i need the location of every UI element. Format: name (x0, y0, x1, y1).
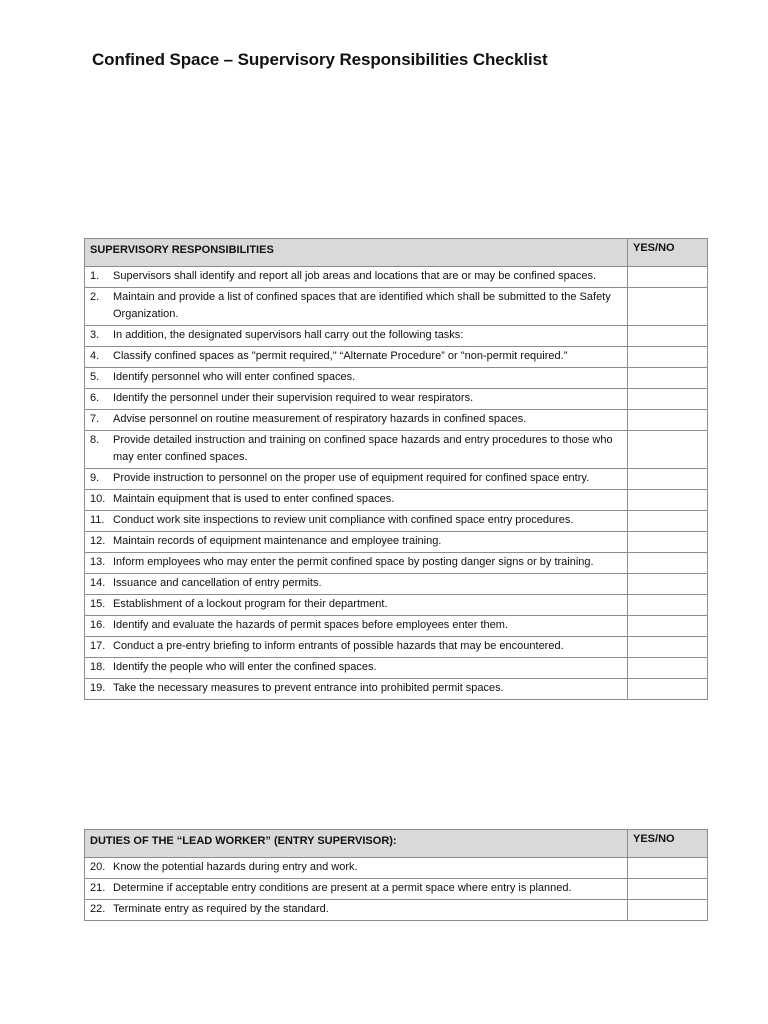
yes-no-cell[interactable] (628, 616, 708, 637)
table-row (85, 658, 708, 679)
checklist-item (90, 268, 622, 285)
yes-no-cell[interactable] (628, 368, 708, 389)
item-text: Advise personnel on routine measurement of respiratory hazards in confined spaces. (113, 413, 527, 425)
item-text: Identify and evaluate the hazards of permit spaces before employees enter them. (113, 619, 509, 631)
task-cell (85, 511, 628, 532)
checklist-body (85, 267, 708, 700)
task-cell (85, 288, 628, 326)
yes-no-cell[interactable] (628, 637, 708, 658)
table-row (85, 616, 708, 637)
checklist-item (90, 638, 622, 655)
item-text: Know the potential hazards during entry and work. (113, 861, 358, 873)
item-number: 11. (90, 514, 105, 526)
item-number: 20. (90, 861, 106, 873)
item-text: Identify the personnel under their supervision required to wear respirators. (113, 392, 474, 404)
task-cell (85, 410, 628, 431)
item-text: Provide instruction to personnel on the proper use of equipment required for confined space entry. (113, 472, 590, 484)
table-row (85, 347, 708, 368)
checklist-item (90, 390, 622, 407)
table-row (85, 532, 708, 553)
item-text: Identify personnel who will enter confined spaces. (113, 371, 356, 383)
task-cell (85, 326, 628, 347)
task-cell (85, 368, 628, 389)
yes-no-cell[interactable] (628, 288, 708, 326)
checklist-item (90, 680, 622, 697)
item-number: 5. (90, 371, 100, 383)
item-text: Supervisors shall identify and report all job areas and locations that are or may be confined spaces. (113, 270, 597, 282)
section-header: SUPERVISORY RESPONSIBILITIES (85, 239, 628, 267)
yes-no-cell[interactable] (628, 900, 708, 921)
yes-no-cell[interactable] (628, 347, 708, 368)
table-row (85, 267, 708, 288)
checklist-item (90, 491, 622, 508)
checklist-item (90, 411, 622, 428)
item-number: 19. (90, 682, 106, 694)
task-cell (85, 490, 628, 511)
yes-no-cell[interactable] (628, 679, 708, 700)
table-row (85, 326, 708, 347)
task-cell (85, 679, 628, 700)
table-row (85, 574, 708, 595)
item-number: 6. (90, 392, 100, 404)
table-row (85, 469, 708, 490)
table-row (85, 431, 708, 469)
table-row (85, 511, 708, 532)
table-row (85, 410, 708, 431)
table-row (85, 368, 708, 389)
table-row (85, 553, 708, 574)
yes-no-cell[interactable] (628, 389, 708, 410)
checklist-item (90, 901, 622, 918)
yes-no-header: YES/NO (628, 830, 708, 858)
yes-no-cell[interactable] (628, 490, 708, 511)
item-text: Establishment of a lockout program for their department. (113, 598, 388, 610)
yes-no-cell[interactable] (628, 553, 708, 574)
item-text: Conduct work site inspections to review unit compliance with confined space entry procedures. (113, 514, 574, 526)
task-cell (85, 658, 628, 679)
item-number: 10. (90, 493, 106, 505)
task-cell (85, 858, 628, 879)
item-number: 14. (90, 577, 106, 589)
task-cell (85, 553, 628, 574)
item-text: Identify the people who will enter the confined spaces. (113, 661, 377, 673)
checklist-item (90, 432, 622, 466)
checklist-item (90, 289, 622, 323)
item-number: 9. (90, 472, 100, 484)
checklist-body (85, 858, 708, 921)
table-row (85, 679, 708, 700)
yes-no-cell[interactable] (628, 511, 708, 532)
task-cell (85, 574, 628, 595)
item-text: In addition, the designated supervisors hall carry out the following tasks: (113, 329, 464, 341)
section-header: DUTIES OF THE “LEAD WORKER” (ENTRY SUPERVISOR): (85, 830, 628, 858)
item-number: 3. (90, 329, 100, 341)
item-number: 4. (90, 350, 100, 362)
task-cell (85, 616, 628, 637)
task-cell (85, 347, 628, 368)
task-cell (85, 879, 628, 900)
table-row (85, 637, 708, 658)
table-row (85, 389, 708, 410)
table-header-row (85, 239, 708, 267)
item-number: 18. (90, 661, 106, 673)
item-number: 1. (90, 270, 100, 282)
item-text: Provide detailed instruction and training on confined space hazards and entry procedures to those who may enter confined spaces. (113, 434, 613, 463)
item-number: 21. (90, 882, 106, 894)
table-header-row (85, 830, 708, 858)
item-text: Maintain records of equipment maintenance and employee training. (113, 535, 442, 547)
yes-no-cell[interactable] (628, 532, 708, 553)
checklist-item (90, 327, 622, 344)
checklist-item (90, 617, 622, 634)
table-row (85, 595, 708, 616)
checklist-item (90, 575, 622, 592)
item-text: Conduct a pre-entry briefing to inform entrants of possible hazards that may be encountered. (113, 640, 564, 652)
table-row (85, 858, 708, 879)
yes-no-cell[interactable] (628, 574, 708, 595)
yes-no-cell[interactable] (628, 410, 708, 431)
item-number: 15. (90, 598, 106, 610)
yes-no-cell[interactable] (628, 858, 708, 879)
item-text: Take the necessary measures to prevent entrance into prohibited permit spaces. (113, 682, 504, 694)
lead-worker-duties-table (84, 829, 708, 921)
table-row (85, 490, 708, 511)
item-number: 8. (90, 434, 100, 446)
checklist-item (90, 596, 622, 613)
checklist-item (90, 859, 622, 876)
yes-no-header: YES/NO (628, 239, 708, 267)
table-row (85, 288, 708, 326)
item-number: 17. (90, 640, 106, 652)
checklist-item (90, 369, 622, 386)
task-cell (85, 900, 628, 921)
checklist-item (90, 512, 622, 529)
checklist-item (90, 348, 622, 365)
yes-no-cell[interactable] (628, 469, 708, 490)
yes-no-cell[interactable] (628, 431, 708, 469)
item-text: Terminate entry as required by the standard. (113, 903, 329, 915)
checklist-item (90, 470, 622, 487)
item-text: Determine if acceptable entry conditions are present at a permit space where entry is planned. (113, 882, 572, 894)
item-text: Inform employees who may enter the permit confined space by posting danger signs or by training. (113, 556, 594, 568)
item-number: 12. (90, 535, 106, 547)
item-text: Maintain equipment that is used to enter confined spaces. (113, 493, 395, 505)
item-number: 7. (90, 413, 100, 425)
table-row (85, 900, 708, 921)
checklist-item (90, 533, 622, 550)
yes-no-cell[interactable] (628, 326, 708, 347)
task-cell (85, 532, 628, 553)
item-text: Classify confined spaces as "permit required," “Alternate Procedure” or "non-permit required.” (113, 350, 568, 362)
task-cell (85, 267, 628, 288)
table-row (85, 879, 708, 900)
item-number: 2. (90, 291, 100, 303)
yes-no-cell[interactable] (628, 658, 708, 679)
yes-no-cell[interactable] (628, 879, 708, 900)
item-text: Issuance and cancellation of entry permits. (113, 577, 322, 589)
checklist-item (90, 554, 622, 571)
task-cell (85, 595, 628, 616)
item-number: 13. (90, 556, 106, 568)
task-cell (85, 389, 628, 410)
item-number: 22. (90, 903, 106, 915)
task-cell (85, 637, 628, 658)
supervisory-responsibilities-table (84, 238, 708, 700)
checklist-item (90, 880, 622, 897)
task-cell (85, 469, 628, 490)
page-title: Confined Space – Supervisory Responsibilities Checklist (92, 50, 548, 69)
item-text: Maintain and provide a list of confined spaces that are identified which shall be submitted to the Safety Organization. (113, 291, 611, 320)
checklist-item (90, 659, 622, 676)
item-number: 16. (90, 619, 106, 631)
yes-no-cell[interactable] (628, 267, 708, 288)
yes-no-cell[interactable] (628, 595, 708, 616)
task-cell (85, 431, 628, 469)
